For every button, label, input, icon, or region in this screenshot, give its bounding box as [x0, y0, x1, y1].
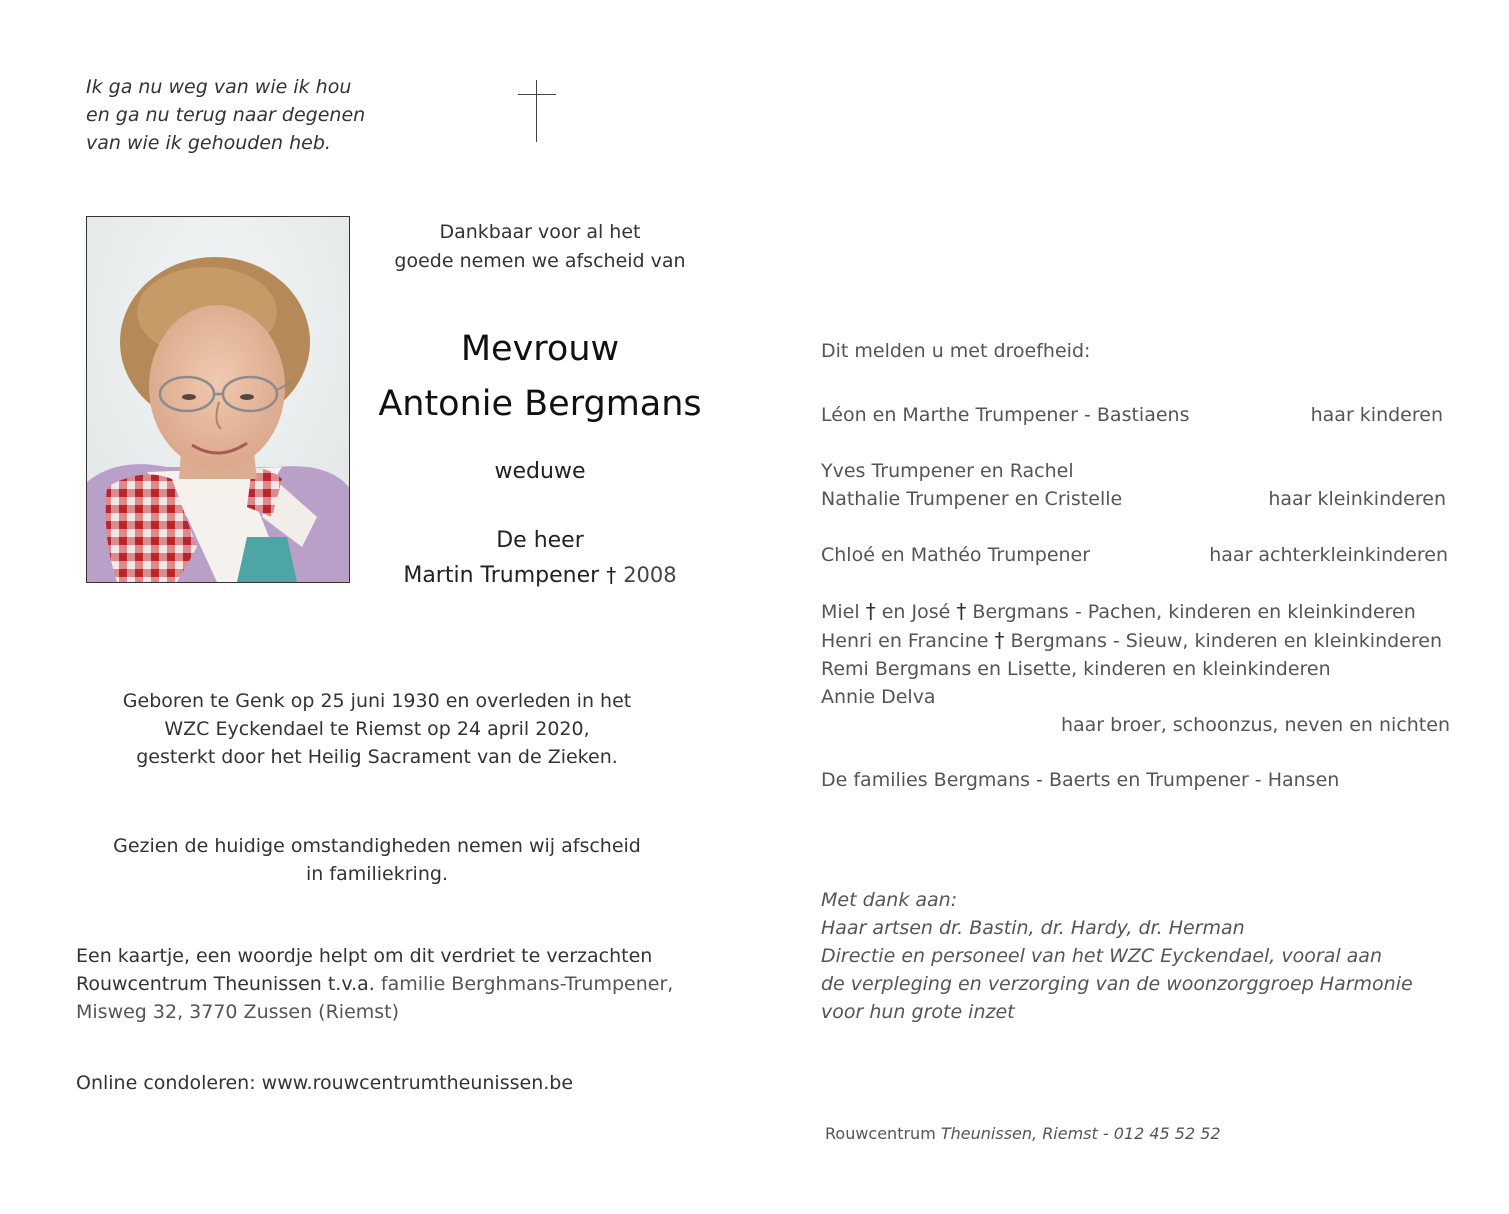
online-condolence-link[interactable]: Online condoleren: www.rouwcentrumtheunissen.be [76, 1072, 574, 1094]
name-part: Bergmans - Sieuw, kinderen en kleinkinderen [1010, 630, 1442, 652]
text-line: Directie en personeel van het WZC Eyckendael, vooral aan [821, 945, 1382, 967]
dagger-icon: † [865, 599, 876, 623]
family-relation: haar kleinkinderen [1268, 488, 1446, 510]
spouse-year: 2008 [623, 563, 677, 587]
poem-line: Ik ga nu weg van wie ik hou [86, 76, 352, 98]
family-row-children [821, 401, 1451, 429]
family-row-siblings [821, 597, 1451, 739]
dagger-icon: † [606, 563, 617, 587]
name-part: en José [881, 601, 951, 623]
poem-line: van wie ik gehouden heb. [86, 132, 331, 154]
portrait-photo [86, 216, 350, 583]
name-part: Bergmans - Pachen, kinderen en kleinkinderen [972, 601, 1416, 623]
name-part: Miel [821, 601, 860, 623]
text-line: Gezien de huidige omstandigheden nemen wij afscheid [113, 835, 641, 857]
marital-status: weduwe [494, 459, 586, 484]
spouse-title: De heer [496, 528, 584, 553]
thanks-block [821, 886, 1451, 1026]
family-names [821, 626, 1451, 655]
spouse-line [370, 558, 710, 593]
family-names: Annie Delva [821, 686, 936, 708]
family-row-greatgrandchildren [821, 541, 1451, 569]
portrait-illustration [87, 217, 349, 582]
text-line: Geboren te Genk op 25 juni 1930 en overleden in het [122, 690, 632, 712]
family-names: Chloé en Mathéo Trumpener [821, 544, 1091, 566]
deceased-name-block [370, 322, 710, 432]
family-row-families: De families Bergmans - Baerts en Trumpener - Hansen [821, 769, 1340, 791]
footer-credit [825, 1124, 1221, 1143]
family-relation: haar kinderen [1310, 404, 1443, 426]
funeral-home: Rouwcentrum Theunissen t.v.a. [76, 973, 375, 995]
intro-text [370, 218, 710, 276]
spouse-name: Martin Trumpener [403, 563, 600, 588]
text-line [76, 970, 673, 998]
family-relation: haar broer, schoonzus, neven en nichten [1060, 714, 1450, 736]
salutation: Mevrouw [460, 329, 620, 369]
name-part: Henri en Francine [821, 630, 989, 652]
deceased-name: Antonie Bergmans [378, 384, 702, 424]
text-line: in familiekring. [306, 863, 448, 885]
family-names: Yves Trumpener en Rachel [821, 460, 1074, 482]
dagger-icon: † [994, 628, 1005, 652]
intro-line: goede nemen we afscheid van [394, 250, 686, 272]
text-line: voor hun grote inzet [821, 1001, 1015, 1023]
text-line: gesterkt door het Heilig Sacrament van de Zieken. [136, 746, 618, 768]
footer-left: Rouwcentrum [825, 1124, 936, 1143]
poem [86, 73, 365, 157]
family-name: familie Berghmans-Trumpener, [380, 973, 674, 995]
announcement-heading: Dit melden u met droefheid: [821, 340, 1091, 362]
text-line: Met dank aan: [821, 889, 958, 911]
family-names: Remi Bergmans en Lisette, kinderen en kleinkinderen [821, 658, 1331, 680]
text-line: WZC Eyckendael te Riemst op 24 april 2020, [164, 718, 590, 740]
cross-icon [518, 80, 556, 142]
intro-line: Dankbaar voor al het [439, 221, 641, 243]
family-names: Nathalie Trumpener en Cristelle [821, 488, 1123, 510]
family-names [821, 597, 1451, 626]
poem-line: en ga nu terug naar degenen [86, 104, 366, 126]
family-names: Léon en Marthe Trumpener - Bastiaens [821, 404, 1190, 426]
farewell-text [90, 832, 664, 888]
birth-death-text [90, 687, 664, 771]
text-line: de verpleging en verzorging van de woonzorggroep Harmonie [821, 973, 1413, 995]
family-relation: haar achterkleinkinderen [1209, 544, 1448, 566]
family-row-grandchildren [821, 457, 1451, 513]
spouse-block [370, 524, 710, 593]
dagger-icon: † [956, 599, 967, 623]
address: Misweg 32, 3770 Zussen (Riemst) [76, 1001, 400, 1023]
text-line: Een kaartje, een woordje helpt om dit verdriet te verzachten [76, 945, 653, 967]
text-line: Haar artsen dr. Bastin, dr. Hardy, dr. Herman [821, 917, 1245, 939]
condolence-address [76, 942, 673, 1026]
footer-right: Theunissen, Riemst - 012 45 52 52 [940, 1124, 1221, 1143]
